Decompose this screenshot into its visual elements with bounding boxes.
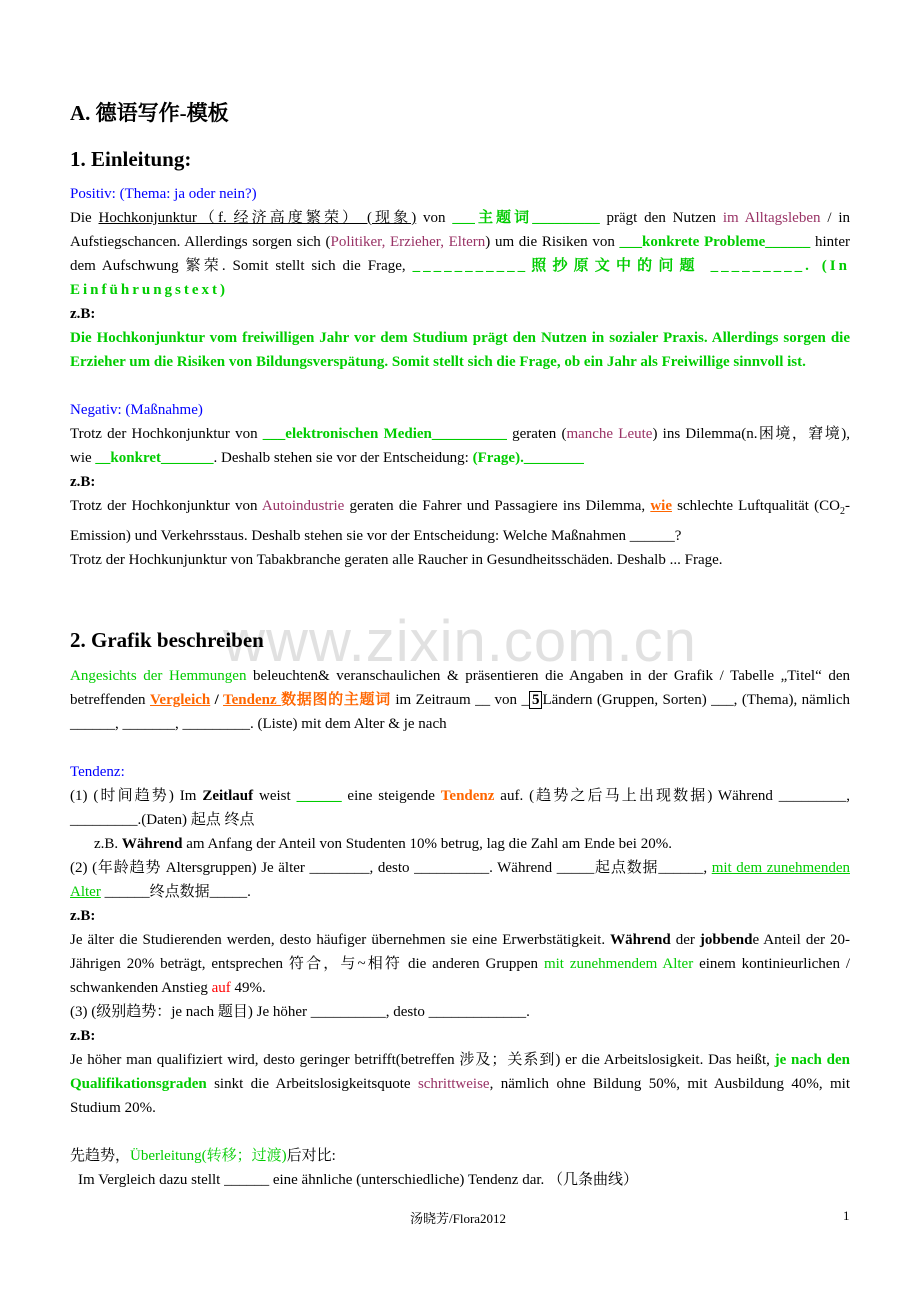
tendenz-label: Tendenz: [70,764,125,780]
footer-author: 汤晓芳/Flora2012 [410,1211,507,1226]
spacer [70,1120,850,1144]
zb-label: z.B: [70,474,96,490]
spacer [70,736,850,760]
zb-label: z.B: [70,908,96,924]
positiv-label: Positiv: (Thema: ja oder nein?) [70,186,257,202]
negativ-label: Negativ: (Maßnahme) [70,402,203,418]
section-a-heading: A. 德语写作-模板 [70,101,229,125]
tendenz-2: (2) (年龄趋势 Altersgruppen) Je älter ________, desto __________. Während _____起点数据______, mit dem zunehmenden Alter ______终点数据_____. [70,860,850,900]
transition-line: 先趋势，Überleitung(转移；过渡)后对比: [70,1148,336,1164]
page-number: 1 [843,1208,850,1223]
tendenz-3-example: Je höher man qualifiziert wird, desto geringer betrifft(betreffen 涉及；关系到) er die Arbeitslosigkeit. Das heißt, je nach den Qualifikationsgraden sinkt die Arbeitslosigkeitsquote schrittweise, nämlich ohne Bildung 50%, mit Ausbildung 40%, mit Studium 20%. [70,1052,850,1116]
compare-line: Im Vergleich dazu stellt ______ eine ähnliche (unterschiedliche) Tendenz dar. （几条曲线） [78,1172,639,1188]
watermark: www.zixin.com.cn [223,609,697,674]
einleitung-section [70,182,850,572]
tendenz-3: (3) (级别趋势：je nach 题目) Je höher __________, desto _____________. [70,1004,530,1020]
grafik-section [70,664,850,1192]
grafik-intro: Angesichts der Hemmungen beleuchten& veranschaulichen & präsentieren die Angaben in der Grafik / Tabelle „Titel“ den betreffenden Vergleich / Tendenz 数据图的主题词 im Zeitraum __ von _ 5 Ländern (Gruppen, Sorten) ___, (Thema), nämlich ______, _______, _________. (Liste) mit dem Alter & je nach [70,668,850,732]
zb-label: z.B: [70,306,96,322]
section-1-heading: 1. Einleitung: [70,147,192,171]
zb-label: z.B: [70,1028,96,1044]
tendenz-2-example: Je älter die Studierenden werden, desto häufiger übernehmen sie eine Erwerbstätigkeit. Während der jobbende Anteil der 20-Jährigen 20% beträgt, entsprechen 符合，与~相符 die anderen Gruppen mit zunehmendem Alter einem kontinieurlichen / schwankenden Anstieg auf 49%. [70,932,851,996]
section-2-heading: 2. Grafik beschreiben [70,628,264,652]
spacer [70,374,850,398]
positiv-template: Die Hochkonjunktur（f. 经济高度繁荣） (现象) von ___主题词_________ prägt den Nutzen im Alltagsleben / in Aufstiegschancen. Allerdings sorgen sich (Politiker, Erzieher, Eltern) um die Risiken von ___konkrete Probleme______ hinter dem Aufschwung 繁荣. Somit stellt sich die Frage, ___________照抄原文中的问题 _________. (In Einführungstext) [70,210,850,298]
negativ-example-1: Trotz der Hochkonjunktur von Autoindustrie geraten die Fahrer und Passagiere ins Dilemma, wie schlechte Luftqualität $(CO_2-Emission)$ und Verkehrsstaus. Deshalb stehen sie vor der Entscheidung: Welche Maßnahmen ______? [70,498,850,544]
negativ-example-2: Trotz der Hochkunjunktur von Tabakbranche geraten alle Raucher in Gesundheitsschäden. Deshalb ... Frage. [70,552,723,568]
positiv-example: Die Hochkonjunktur vom freiwilligen Jahr vor dem Studium prägt den Nutzen in sozialer Praxis. Allerdings sorgen die Erzieher um die Risiken von Bildungsverspätung. Somit stellt sich die Frage, ob ein Jahr als Freiwillige sinnvoll ist. [70,330,850,370]
negativ-template: Trotz der Hochkonjunktur von ___elektronischen Medien__________ geraten (manche Leute) ins Dilemma(n.困境，窘境), wie __konkret_______. Deshalb stehen sie vor der Entscheidung: (Frage).________ [70,426,850,466]
tendenz-1: (1) (时间趋势) Im Zeitlauf weist ______ eine steigende Tendenz auf. (趋势之后马上出现数据) Während _________, _________.(Daten) 起点 终点 [70,788,850,828]
tendenz-1-example: z.B. Während am Anfang der Anteil von Studenten 10% betrug, lag die Zahl am Ende bei 20%. [94,836,672,852]
